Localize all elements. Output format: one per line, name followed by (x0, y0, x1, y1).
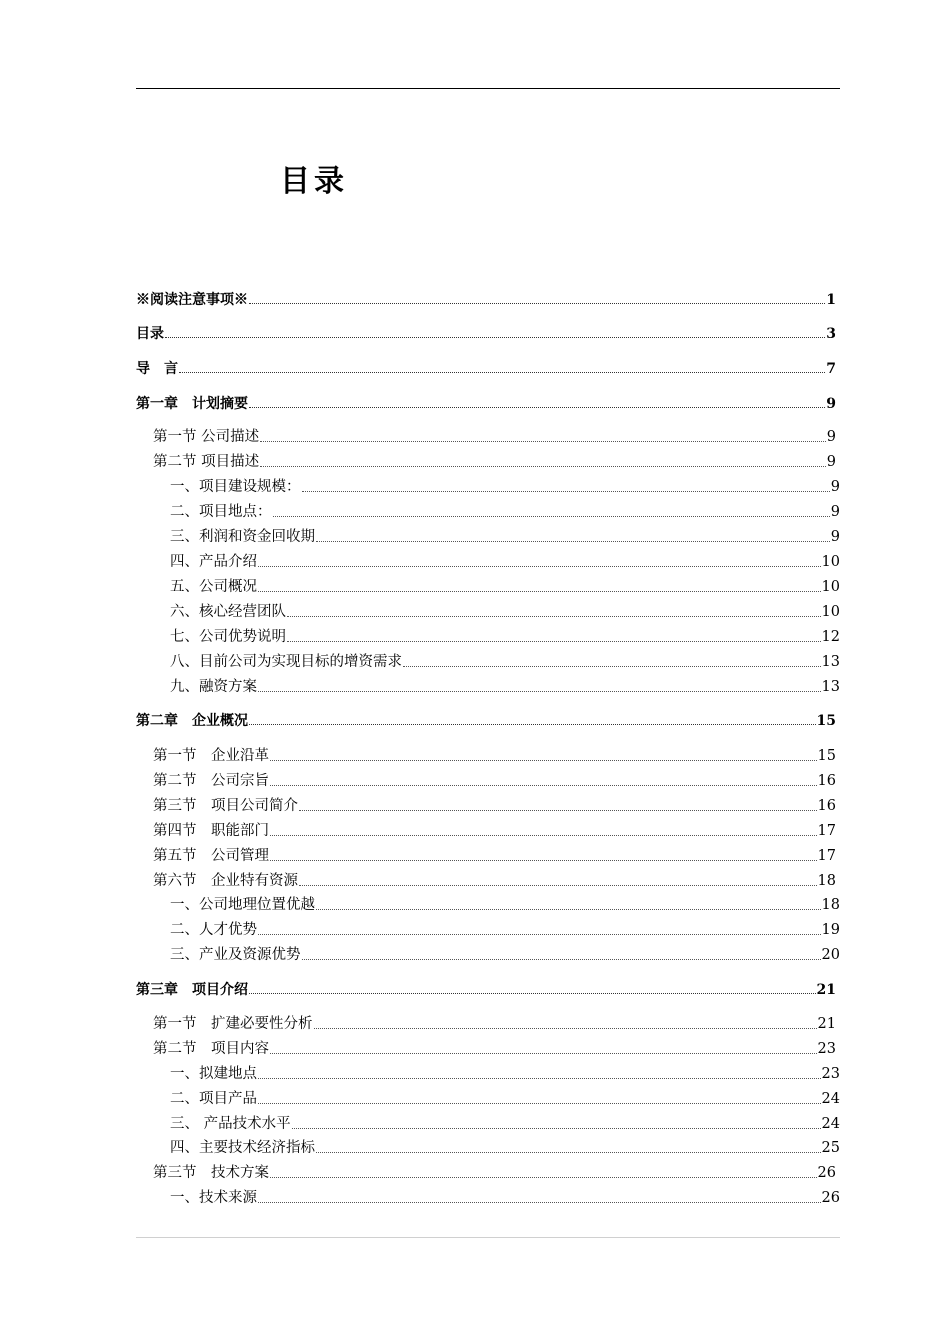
toc-entry-title: 第二节 项目描述 (153, 454, 260, 470)
toc-entry[interactable] (170, 1117, 840, 1132)
toc-entry-page: 9 (830, 529, 840, 545)
toc-entry-title: 第一节 企业沿革 (153, 748, 269, 764)
toc-entry[interactable] (170, 1067, 840, 1082)
toc-entry-title: 一、公司地理位置优越 (170, 897, 315, 913)
toc-entry[interactable] (136, 397, 836, 411)
toc-entry-page: 26 (821, 1190, 840, 1206)
toc-dot-leader (287, 616, 821, 617)
toc-entry-page: 13 (821, 679, 840, 695)
toc-dot-leader (270, 835, 817, 836)
toc-dot-leader (258, 691, 821, 692)
toc-entry[interactable] (136, 327, 836, 341)
footer-rule (136, 1237, 840, 1238)
page-title: 目录 (280, 164, 348, 199)
toc-entry[interactable] (170, 480, 840, 495)
toc-entry[interactable] (170, 948, 840, 963)
toc-entry-title: 四、主要技术经济指标 (170, 1140, 315, 1156)
toc-entry-page: 1 (826, 292, 836, 308)
toc-entry-title: 一、项目建设规模： (170, 479, 301, 495)
toc-dot-leader (270, 785, 817, 786)
toc-entry-title: 第二章 企业概况 (136, 713, 248, 729)
toc-dot-leader (270, 860, 817, 861)
toc-entry-page: 25 (821, 1140, 840, 1156)
toc-entry-title: 二、项目地点： (170, 504, 272, 520)
toc-entry-title: 二、人才优势 (170, 922, 257, 938)
toc-dot-leader (258, 566, 821, 567)
toc-entry-page: 10 (821, 554, 840, 570)
toc-dot-leader (249, 993, 816, 994)
toc-dot-leader (403, 666, 821, 667)
toc-entry-page: 13 (821, 654, 840, 670)
toc-entry-page: 15 (817, 748, 836, 764)
toc-entry-title: 三、 产品技术水平 (170, 1116, 291, 1132)
toc-entry-title: 一、拟建地点 (170, 1066, 257, 1082)
toc-entry[interactable] (153, 774, 836, 789)
toc-dot-leader (258, 1078, 821, 1079)
toc-entry-page: 12 (821, 629, 840, 645)
toc-entry[interactable] (136, 293, 836, 307)
toc-dot-leader (270, 760, 817, 761)
toc-entry[interactable] (170, 580, 840, 595)
toc-entry-title: 三、利润和资金回收期 (170, 529, 315, 545)
toc-entry-title: 第二节 公司宗旨 (153, 773, 269, 789)
toc-entry-page: 19 (821, 922, 840, 938)
toc-dot-leader (273, 516, 830, 517)
toc-entry-page: 21 (816, 982, 836, 998)
toc-dot-leader (299, 810, 817, 811)
toc-entry-title: 一、技术来源 (170, 1190, 257, 1206)
toc-entry[interactable] (170, 1092, 840, 1107)
toc-dot-leader (249, 724, 816, 725)
toc-entry[interactable] (153, 1042, 836, 1057)
toc-dot-leader (258, 1202, 821, 1203)
toc-entry-page: 18 (817, 873, 836, 889)
toc-entry-page: 9 (826, 454, 836, 470)
toc-entry[interactable] (170, 1191, 840, 1206)
toc-entry-page: 26 (817, 1165, 836, 1181)
toc-entry[interactable] (170, 530, 840, 545)
toc-entry[interactable] (136, 983, 836, 997)
toc-entry-title: 三、产业及资源优势 (170, 947, 301, 963)
toc-dot-leader (258, 591, 821, 592)
toc-entry-page: 24 (821, 1116, 840, 1132)
toc-entry[interactable] (153, 430, 836, 445)
toc-entry[interactable] (136, 362, 836, 376)
toc-dot-leader (249, 407, 825, 408)
toc-dot-leader (287, 641, 821, 642)
toc-entry[interactable] (153, 824, 836, 839)
toc-entry[interactable] (153, 849, 836, 864)
toc-dot-leader (165, 337, 825, 338)
toc-entry-page: 10 (821, 604, 840, 620)
toc-entry-title: ※阅读注意事项※ (136, 292, 248, 308)
toc-entry-title: 第二节 项目内容 (153, 1041, 269, 1057)
toc-dot-leader (258, 934, 821, 935)
toc-entry-page: 3 (826, 326, 836, 342)
toc-dot-leader (260, 441, 826, 442)
toc-entry-title: 九、融资方案 (170, 679, 257, 695)
toc-entry-title: 第五节 公司管理 (153, 848, 269, 864)
toc-entry[interactable] (170, 898, 840, 913)
toc-entry-page: 9 (830, 479, 840, 495)
toc-entry-page: 9 (826, 429, 836, 445)
toc-entry[interactable] (153, 874, 836, 889)
toc-entry-title: 五、公司概况 (170, 579, 257, 595)
toc-entry-title: 第一节 公司描述 (153, 429, 260, 445)
toc-entry[interactable] (170, 605, 840, 620)
toc-entry-page: 23 (817, 1041, 836, 1057)
toc-entry-title: 第三章 项目介绍 (136, 982, 248, 998)
toc-entry-title: 第三节 项目公司简介 (153, 798, 298, 814)
toc-entry[interactable] (136, 714, 836, 728)
toc-entry-title: 导 言 (136, 361, 178, 377)
toc-dot-leader (316, 1152, 821, 1153)
toc-dot-leader (302, 491, 830, 492)
toc-entry[interactable] (170, 1141, 840, 1156)
toc-entry-title: 二、项目产品 (170, 1091, 257, 1107)
toc-entry-page: 17 (817, 823, 836, 839)
toc-entry-page: 18 (821, 897, 840, 913)
toc-entry-page: 9 (830, 504, 840, 520)
toc-entry-title: 第一章 计划摘要 (136, 396, 248, 412)
toc-dot-leader (292, 1128, 821, 1129)
toc-dot-leader (249, 303, 825, 304)
toc-entry[interactable] (170, 680, 840, 695)
toc-dot-leader (179, 372, 825, 373)
toc-entry[interactable] (153, 749, 836, 764)
toc-entry-page: 23 (821, 1066, 840, 1082)
toc-entry-page: 7 (826, 361, 836, 377)
toc-entry-page: 10 (821, 579, 840, 595)
toc-entry-title: 七、公司优势说明 (170, 629, 286, 645)
toc-dot-leader (258, 1103, 821, 1104)
toc-entry-title: 第三节 技术方案 (153, 1165, 269, 1181)
toc-dot-leader (299, 885, 817, 886)
toc-dot-leader (316, 909, 821, 910)
toc-dot-leader (302, 959, 821, 960)
toc-entry-page: 15 (816, 713, 836, 729)
toc-entry-title: 第一节 扩建必要性分析 (153, 1016, 313, 1032)
toc-entry[interactable] (153, 799, 836, 814)
toc-entry[interactable] (170, 923, 840, 938)
toc-entry-page: 9 (826, 396, 836, 412)
toc-entry[interactable] (170, 630, 840, 645)
toc-dot-leader (260, 466, 826, 467)
toc-entry-page: 16 (817, 798, 836, 814)
toc-entry-page: 20 (821, 947, 840, 963)
toc-dot-leader (316, 541, 830, 542)
toc-entry-title: 四、产品介绍 (170, 554, 257, 570)
toc-entry[interactable] (153, 1017, 836, 1032)
toc-entry-page: 17 (817, 848, 836, 864)
toc-dot-leader (270, 1177, 817, 1178)
toc-entry[interactable] (170, 555, 840, 570)
toc-entry-title: 第六节 企业特有资源 (153, 873, 298, 889)
toc-entry-title: 八、目前公司为实现目标的增资需求 (170, 654, 402, 670)
toc-entry-title: 第四节 职能部门 (153, 823, 269, 839)
toc-entry-title: 六、核心经营团队 (170, 604, 286, 620)
toc-entry[interactable] (153, 1166, 836, 1181)
toc-entry[interactable] (153, 455, 836, 470)
toc-entry-title: 目录 (136, 326, 164, 342)
toc-dot-leader (270, 1053, 817, 1054)
toc-entry-page: 21 (817, 1016, 836, 1032)
toc-dot-leader (314, 1028, 817, 1029)
toc-entry-page: 24 (821, 1091, 840, 1107)
toc-entry-page: 16 (817, 773, 836, 789)
toc-entry[interactable] (170, 505, 840, 520)
toc-entry[interactable] (170, 655, 840, 670)
